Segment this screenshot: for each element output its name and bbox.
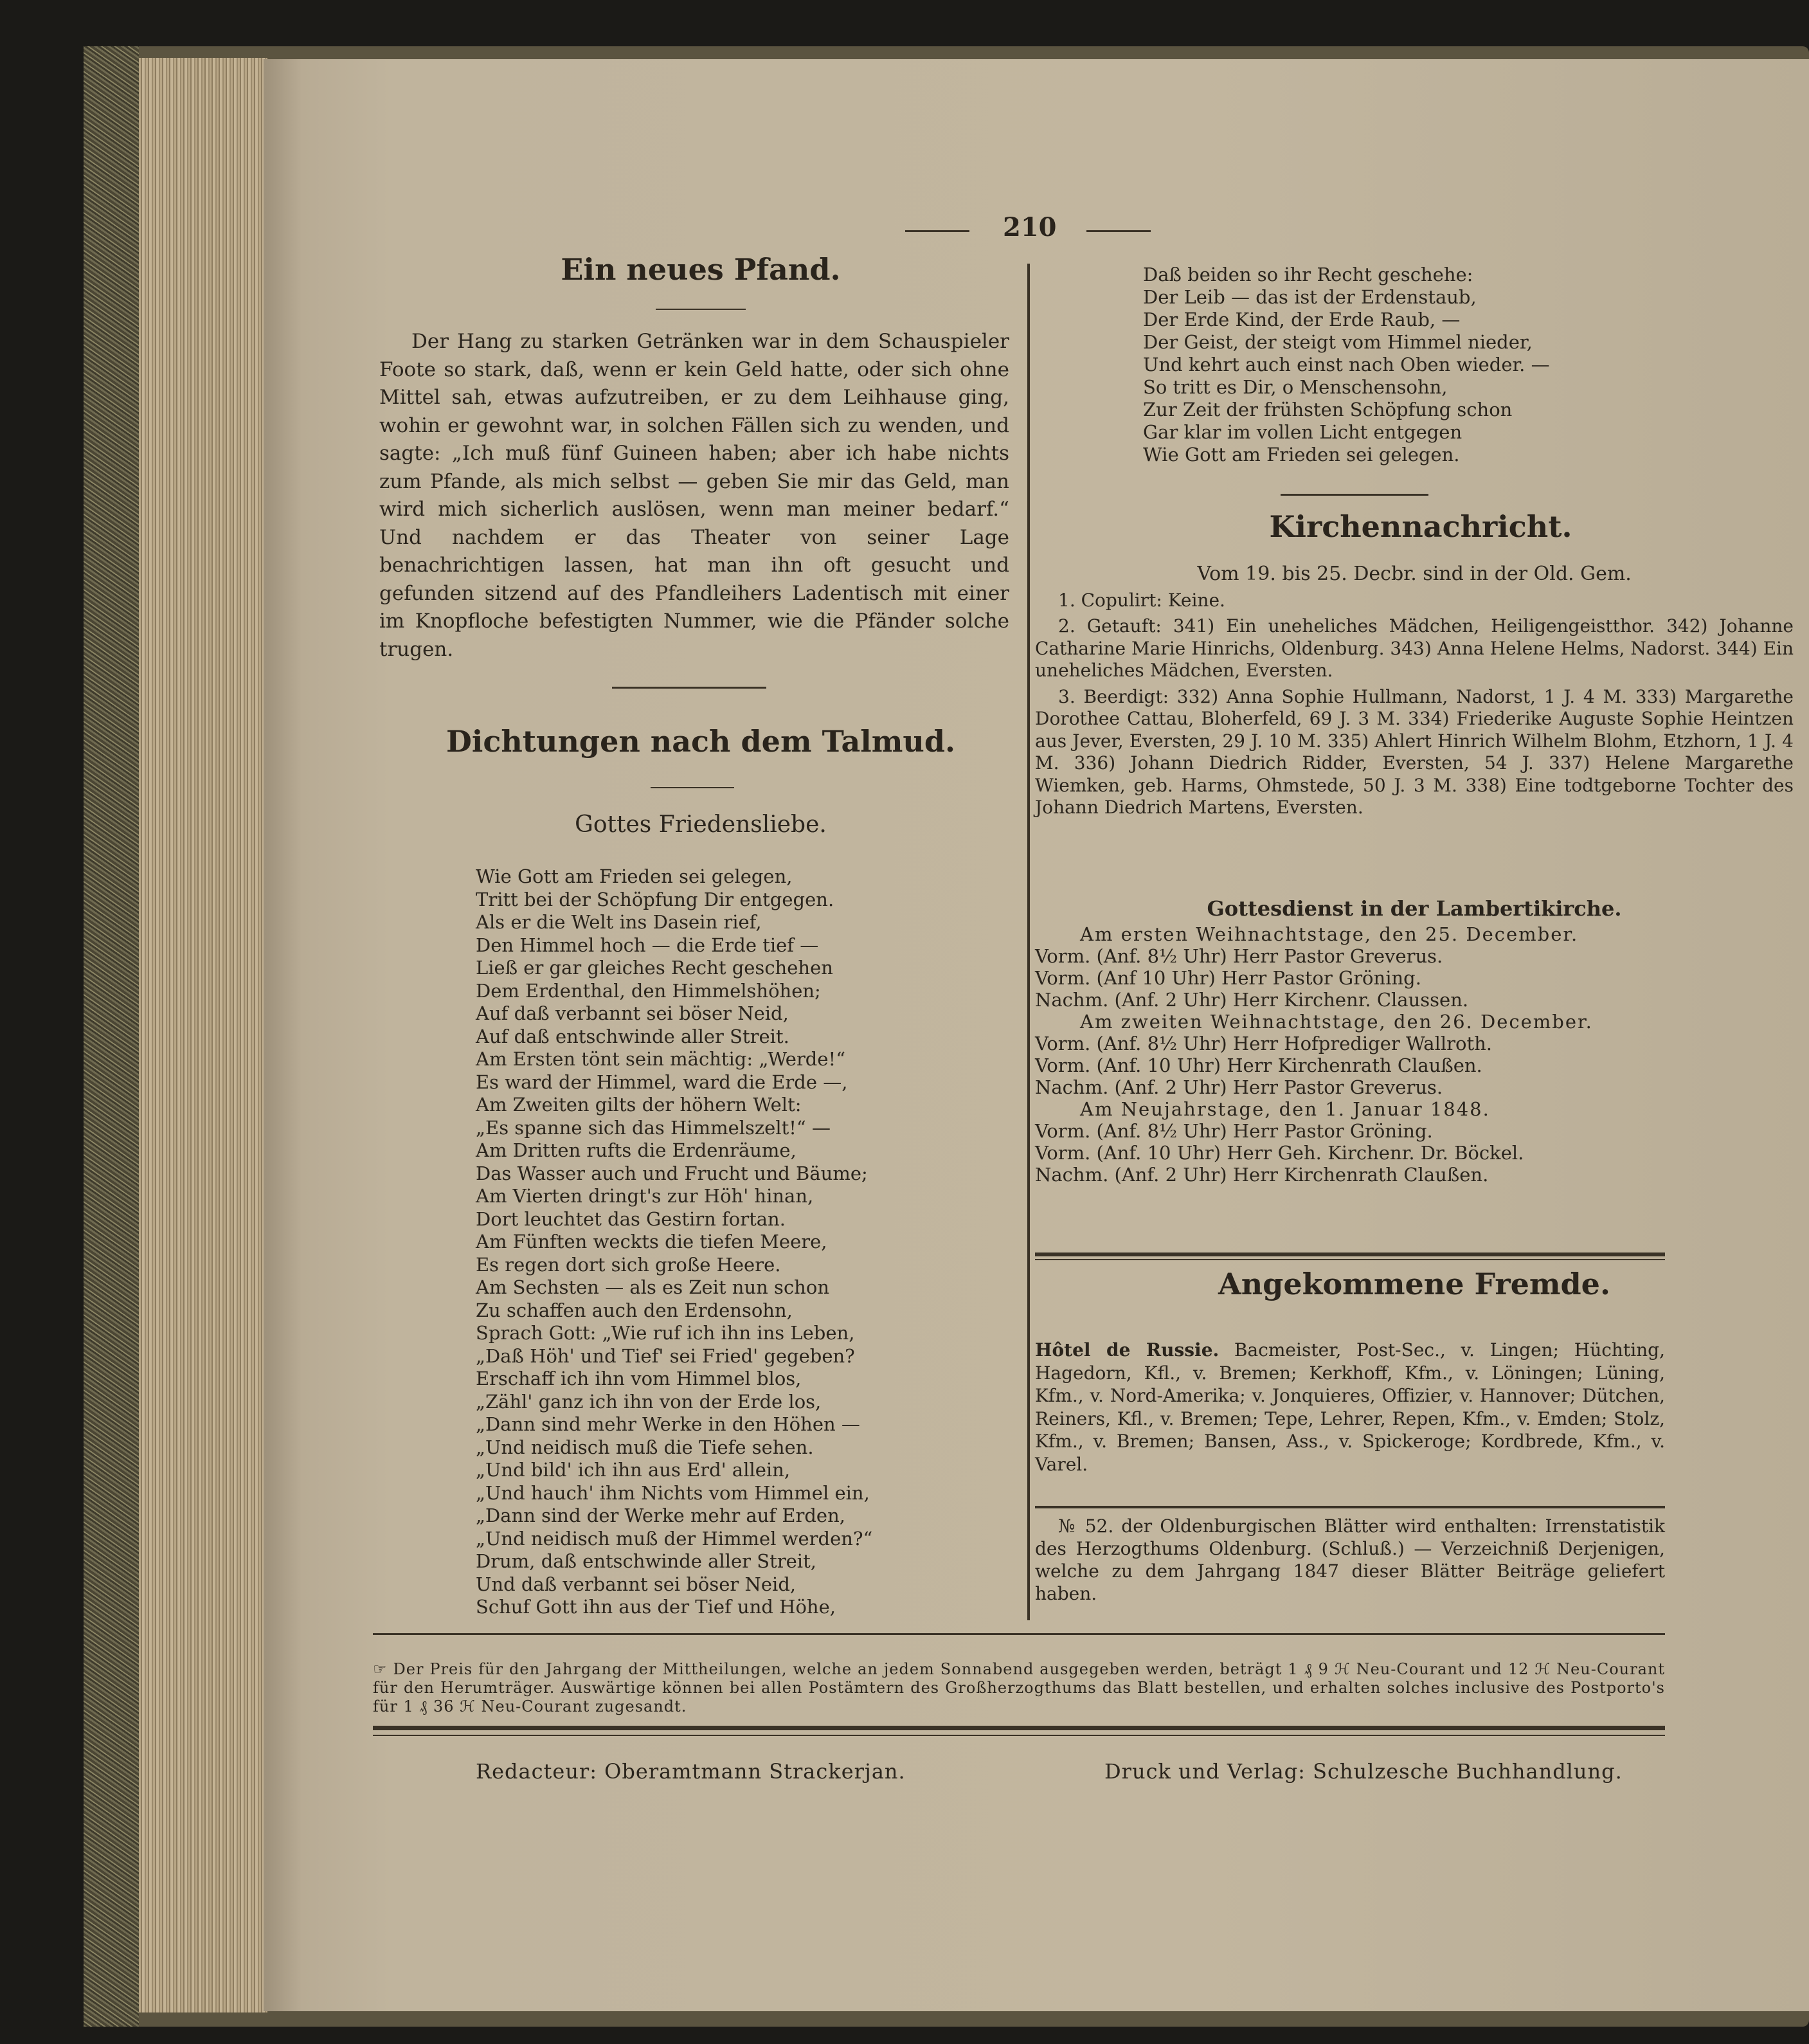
notice-top-rule (1035, 1506, 1665, 1508)
poem-line: „Dann sind mehr Werke in den Höhen — (476, 1413, 860, 1435)
poem-end-rule (1281, 494, 1428, 496)
printer-line: Druck und Verlag: Schulzesche Buchhandlung. (1104, 1759, 1623, 1784)
footer-rule-thick (373, 1726, 1665, 1730)
service-title: Gottesdienst in der Lambertikirche. (1207, 896, 1622, 921)
kirchen-title: Kirchennachricht. (1269, 509, 1572, 544)
pfand-article (379, 328, 1009, 664)
poem-line: Sprach Gott: „Wie ruf ich ihn ins Leben, (476, 1322, 855, 1344)
poem-line: Der Geist, der steigt vom Himmel nieder, (1143, 331, 1533, 353)
poem-line: Das Wasser auch und Frucht und Bäume; (476, 1162, 868, 1184)
pfand-end-rule (612, 687, 766, 689)
poem-line: „Und bild' ich ihn aus Erd' allein, (476, 1459, 791, 1481)
page-number-rule-right (1086, 230, 1151, 232)
poem-line: So tritt es Dir, o Menschensohn, (1143, 376, 1448, 398)
fremde-section (1035, 1339, 1665, 1476)
service-entry: Nachm. (Anf. 2 Uhr) Herr Pastor Greverus. (1035, 1076, 1443, 1098)
fremde-text: Bacmeister, Post-Sec., v. Lingen; Hüchting, Hagedorn, Kfl., v. Bremen; Kerkhoff, Kfm., v. Löningen; Lüning, Kfm., v. Nord-Amerika; v. Jonquieres, Offizier, v. Hannover; Dütchen, Reiners, Kfl., v. Bremen; Tepe, Lehrer, Repen, Kfm., v. Emden; Stolz, Kfm., v. Bremen; Bansen, Ass., v. Spickeroge; Kordbrede, Kfm., v. Varel. (1035, 1339, 1665, 1475)
poem-line: „Und neidisch muß die Tiefe sehen. (476, 1436, 814, 1458)
newspaper-page (264, 59, 1809, 2011)
service-day-heading: Am zweiten Weihnachtstage, den 26. December. (1080, 1011, 1593, 1033)
poem-line: Am Fünften weckts die tiefen Meere, (476, 1231, 827, 1253)
service-entry: Vorm. (Anf. 8½ Uhr) Herr Pastor Greverus. (1035, 945, 1443, 967)
poem-line: Dem Erdenthal, den Himmelshöhen; (476, 979, 821, 1002)
poem-line: Es ward der Himmel, ward die Erde —, (476, 1071, 848, 1093)
poem-line: Am Zweiten gilts der höhern Welt: (476, 1094, 802, 1116)
poem-line: Am Ersten tönt sein mächtig: „Werde!“ (476, 1048, 846, 1070)
service-entry: Nachm. (Anf. 2 Uhr) Herr Kirchenrath Claußen. (1035, 1164, 1489, 1186)
poem-line: Drum, daß entschwinde aller Streit, (476, 1550, 816, 1572)
poem-line: Gar klar im vollen Licht entgegen (1143, 421, 1462, 443)
service-entry: Vorm. (Anf. 10 Uhr) Herr Kirchenrath Claußen. (1035, 1054, 1482, 1076)
poem-line: Zu schaffen auch den Erdensohn, (476, 1299, 793, 1321)
talmud-poem (476, 865, 872, 1619)
talmud-subtitle: Gottes Friedensliebe. (575, 811, 827, 838)
page-number: 210 (1003, 212, 1057, 242)
service-day-heading: Am Neujahrstage, den 1. Januar 1848. (1080, 1098, 1490, 1120)
poem-line: Am Vierten dringt's zur Höh' hinan, (476, 1185, 814, 1207)
footer-rule-thin (373, 1735, 1665, 1736)
notice-section (1035, 1515, 1665, 1609)
pfand-body: Der Hang zu starken Getränken war in dem Schauspieler Foote so stark, daß, wenn er kein Geld hatte, oder sich ohne Mittel sah, etwas aufzutreiben, er zu dem Leihhause ging, wohin er gewohnt war, in solchen Fällen sich zu wenden, und sagte: „Ich muß fünf Guineen haben; aber ich habe nichts zum Pfande, als mich selbst — geben Sie mir das Geld, man wird mich sicherlich auslösen, wenn man meiner bedarf.“ Und nachdem er das Theater von seiner Lage benachrichtigen lassen, hat man ihn oft gesucht und gefunden sitzend auf des Pfandleihers Ladentisch mit einer im Knopfloche befestigten Nummer, wie die Pfänder solche trugen. (379, 330, 1009, 661)
kirchen-section (1035, 563, 1794, 823)
poem-line: Als er die Welt ins Dasein rief, (476, 911, 762, 933)
poem-line: Der Erde Kind, der Erde Raub, — (1143, 309, 1461, 330)
notice-text: № 52. der Oldenburgischen Blätter wird enthalten: Irrenstatistik des Herzogthums Oldenburg. (Schluß.) — Verzeichniß Derjenigen, welche zu dem Jahrgang 1847 dieser Blätter Beiträge geliefert haben. (1035, 1515, 1665, 1604)
poem-line: Dort leuchtet das Gestirn fortan. (476, 1207, 786, 1230)
talmud-title-rule (651, 787, 734, 788)
fremde-top-rule-thin (1035, 1259, 1665, 1260)
poem-line: „Es spanne sich das Himmelszelt!“ — (476, 1116, 831, 1139)
poem-line: Schuf Gott ihn aus der Tief und Höhe, (476, 1596, 836, 1618)
page-number-rule-left (905, 230, 969, 232)
poem-line: Tritt bei der Schöpfung Dir entgegen. (476, 888, 834, 910)
poem-line: Der Leib — das ist der Erdenstaub, (1143, 286, 1477, 308)
poem-line: Und daß verbannt sei böser Neid, (476, 1573, 797, 1595)
poem-line: „Daß Höh' und Tief' sei Fried' gegeben? (476, 1344, 855, 1367)
poem-line: Am Sechsten — als es Zeit nun schon (476, 1276, 829, 1298)
poem-line: „Und neidisch muß der Himmel werden?“ (476, 1527, 873, 1550)
fremde-title: Angekommene Fremde. (1218, 1267, 1610, 1301)
talmud-poem-continued (1143, 264, 1550, 466)
footer-top-rule (373, 1633, 1665, 1635)
editor-line: Redacteur: Oberamtmann Strackerjan. (476, 1759, 906, 1784)
price-notice: ☞ Der Preis für den Jahrgang der Mittheilungen, welche an jedem Sonnabend ausgegeben werden, beträgt 1 ₰ 9 ℋ Neu-Courant und 12 ℋ Neu-Courant für den Herumträger. Auswärtige können bei allen Postämtern des Großherzogthums das Blatt bestellen, und erhalten solches inclusive des Postporto's für 1 ₰ 36 ℋ Neu-Courant zugesandt. (373, 1660, 1665, 1715)
service-entry: Vorm. (Anf. 8½ Uhr) Herr Pastor Gröning. (1035, 1120, 1433, 1142)
service-entry: Nachm. (Anf. 2 Uhr) Herr Kirchenr. Claussen. (1035, 989, 1469, 1011)
poem-line: Und kehrt auch einst nach Oben wieder. — (1143, 354, 1550, 375)
column-divider (1027, 264, 1030, 1620)
service-list (1035, 923, 1593, 1186)
poem-line: „Und hauch' ihm Nichts vom Himmel ein, (476, 1481, 870, 1504)
pfand-title: Ein neues Pfand. (561, 252, 841, 287)
poem-line: Erschaff ich ihn vom Himmel blos, (476, 1368, 802, 1389)
poem-line: Wie Gott am Frieden sei gelegen. (1143, 444, 1460, 466)
kirchen-entry: 2. Getauft: 341) Ein uneheliches Mädchen, Heiligengeistthor. 342) Johanne Catharine Marie Hinrichs, Oldenburg. 343) Anna Helene Helms, Nadorst. 344) Ein uneheliches Mädchen, Eversten. (1035, 615, 1794, 681)
poem-line: Zur Zeit der frühsten Schöpfung schon (1143, 399, 1513, 421)
service-day-heading: Am ersten Weihnachtstage, den 25. December. (1080, 923, 1579, 945)
talmud-title: Dichtungen nach dem Talmud. (446, 724, 956, 759)
fremde-hotel: Hôtel de Russie. (1035, 1339, 1220, 1361)
marbled-edge (84, 46, 139, 2027)
fremde-paragraph (1035, 1339, 1665, 1476)
poem-line: Es regen dort sich große Heere. (476, 1253, 781, 1276)
poem-line: Daß beiden so ihr Recht geschehe: (1143, 264, 1473, 285)
kirchen-intro: Vom 19. bis 25. Decbr. sind in der Old. Gem. (1197, 563, 1632, 585)
poem-line: Auf daß verbannt sei böser Neid, (476, 1002, 789, 1024)
fremde-top-rule (1035, 1253, 1665, 1256)
poem-line: „Zähl' ganz ich ihn von der Erde los, (476, 1390, 822, 1413)
pfand-title-rule (656, 309, 746, 310)
poem-line: Ließ er gar gleiches Recht geschehen (476, 957, 833, 979)
service-entry: Vorm. (Anf. 8½ Uhr) Herr Hofprediger Wallroth. (1035, 1033, 1493, 1054)
service-entry: Vorm. (Anf. 10 Uhr) Herr Geh. Kirchenr. Dr. Böckel. (1035, 1142, 1524, 1164)
poem-line: Auf daß entschwinde aller Streit. (476, 1025, 789, 1047)
page-edges (139, 58, 267, 2012)
service-entry: Vorm. (Anf 10 Uhr) Herr Pastor Gröning. (1035, 967, 1421, 989)
poem-line: Wie Gott am Frieden sei gelegen, (476, 865, 793, 887)
poem-line: Am Dritten rufts die Erdenräume, (476, 1139, 797, 1161)
poem-line: Den Himmel hoch — die Erde tief — (476, 934, 819, 956)
kirchen-entry: 3. Beerdigt: 332) Anna Sophie Hullmann, Nadorst, 1 J. 4 M. 333) Margarethe Dorothee Cattau, Bloherfeld, 69 J. 3 M. 334) Friederike Auguste Sophie Heintzen aus Jever, Eversten, 29 J. 10 M. 335) Ahlert Hinrich Wilhelm Blohm, Etzhorn, 1 J. 4 M. 336) Johann Diedrich Ridder, Eversten, 54 J. 337) Helene Margarethe Wiemken, geb. Harms, Ohmstede, 50 J. 3 M. 338) Eine todtgeborne Tochter des Johann Diedrich Martens, Eversten. (1035, 685, 1794, 818)
kirchen-entry: 1. Copulirt: Keine. (1058, 589, 1225, 611)
poem-line: „Dann sind der Werke mehr auf Erden, (476, 1505, 845, 1526)
